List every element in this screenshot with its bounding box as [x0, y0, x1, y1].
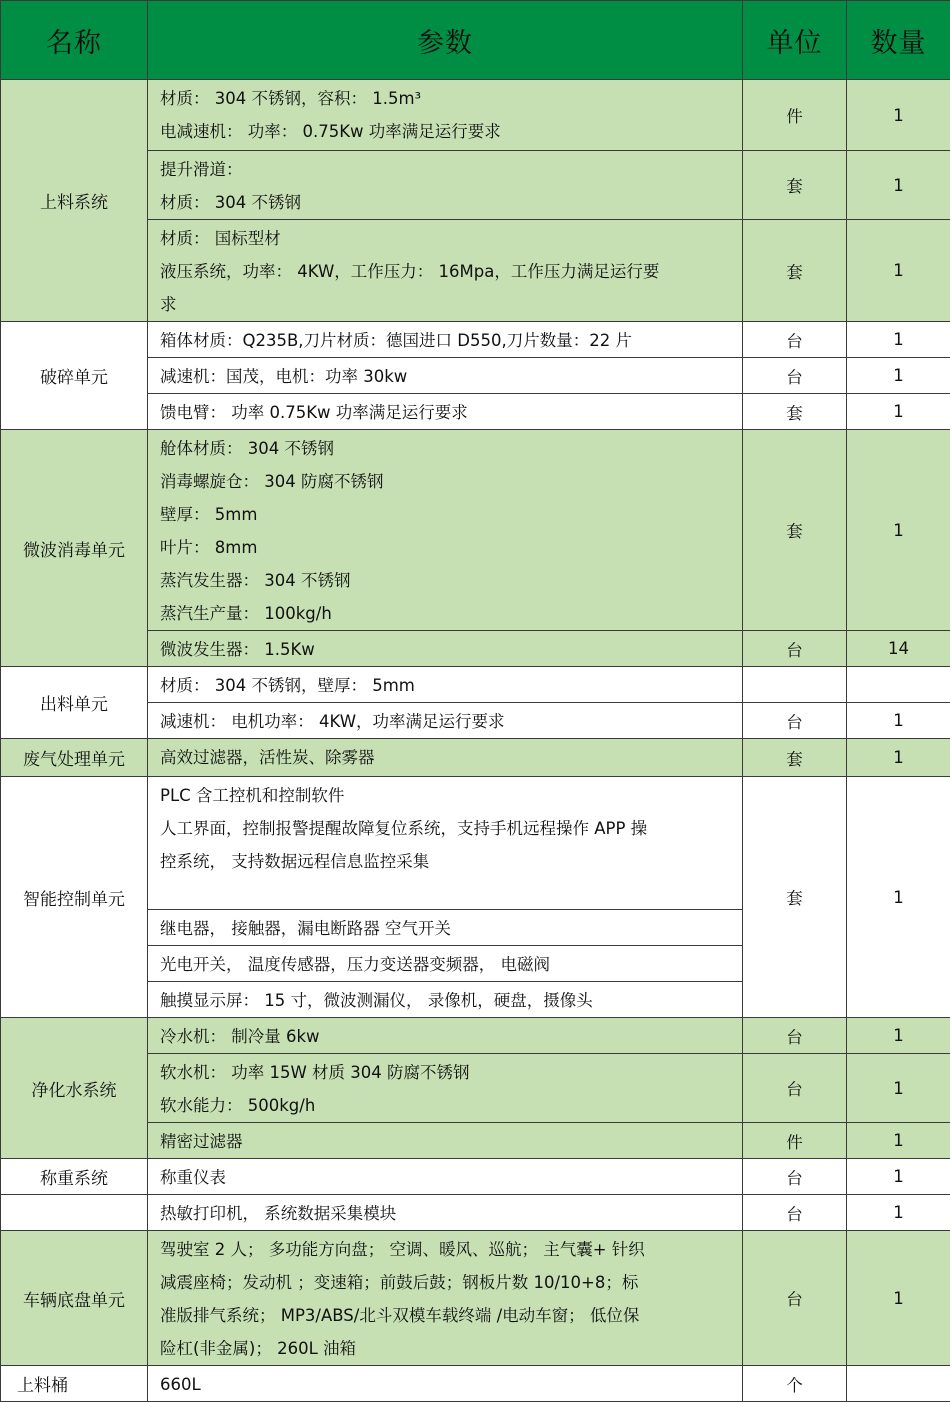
param-line: 舱体材质： 304 不锈钢 [160, 432, 732, 465]
header-unit: 单位 [743, 1, 847, 80]
qty-cell [847, 667, 950, 703]
unit-cell: 台 [743, 1195, 847, 1231]
param-line: 蒸汽生产量： 100kg/h [160, 597, 732, 630]
header-row [1, 1, 950, 80]
unit-cell: 台 [743, 1159, 847, 1195]
qty-cell: 1 [847, 777, 950, 1018]
param-line: 称重仪表 [160, 1161, 732, 1194]
param-cell [148, 946, 743, 982]
param-line: PLC 含工控机和控制软件 [160, 779, 732, 812]
param-line: 减速机：国茂，电机：功率 30kw [160, 360, 732, 393]
param-line: 660L [160, 1368, 732, 1401]
qty-cell: 1 [847, 1231, 950, 1366]
table-row [1, 1159, 950, 1195]
header-params: 参数 [148, 1, 743, 80]
param-line: 精密过滤器 [160, 1125, 732, 1158]
unit-cell: 台 [743, 1018, 847, 1054]
param-line: 箱体材质：Q235B,刀片材质：德国进口 D550,刀片数量：22 片 [160, 324, 732, 357]
param-line: 险杠(非金属)； 260L 油箱 [160, 1332, 732, 1365]
table-row [1, 1195, 950, 1231]
param-cell [148, 80, 743, 151]
qty-cell: 14 [847, 631, 950, 667]
param-line: 控系统， 支持数据远程信息监控采集 [160, 845, 732, 878]
param-line: 软水能力： 500kg/h [160, 1089, 732, 1122]
qty-cell [847, 1366, 950, 1402]
qty-cell: 1 [847, 703, 950, 739]
table-row [1, 322, 950, 358]
qty-cell: 1 [847, 322, 950, 358]
table-row [1, 777, 950, 910]
param-line: 材质： 304 不锈钢，壁厚： 5mm [160, 669, 732, 702]
table-row [1, 430, 950, 631]
param-line: 热敏打印机， 系统数据采集模块 [160, 1197, 732, 1230]
unit-cell: 套 [743, 430, 847, 631]
unit-cell: 套 [743, 220, 847, 322]
param-line: 提升滑道： [160, 153, 732, 186]
unit-cell: 台 [743, 1054, 847, 1123]
qty-cell: 1 [847, 80, 950, 151]
unit-cell: 套 [743, 151, 847, 220]
group-name-chassis: 车辆底盘单元 [1, 1231, 148, 1366]
group-name-empty [1, 1195, 148, 1231]
qty-cell: 1 [847, 430, 950, 631]
param-line: 减速机： 电机功率： 4KW，功率满足运行要求 [160, 705, 732, 738]
header-name: 名称 [1, 1, 148, 80]
param-line: 微波发生器： 1.5Kw [160, 633, 732, 666]
qty-cell: 1 [847, 358, 950, 394]
qty-cell: 1 [847, 1054, 950, 1123]
table-row [1, 1231, 950, 1366]
unit-cell: 个 [743, 1366, 847, 1402]
param-cell [148, 703, 743, 739]
param-cell [148, 1231, 743, 1366]
param-line: 驾驶室 2 人； 多功能方向盘； 空调、暖风、巡航； 主气囊+ 针织 [160, 1233, 732, 1266]
param-line: 准版排气系统； MP3/ABS/北斗双模车载终端 /电动车窗； 低位保 [160, 1299, 732, 1332]
param-line: 材质： 国标型材 [160, 222, 732, 255]
param-line: 触摸显示屏： 15 寸，微波测漏仪， 录像机，硬盘，摄像头 [160, 984, 732, 1017]
param-line: 液压系统，功率： 4KW，工作压力： 16Mpa，工作压力满足运行要 [160, 255, 732, 288]
table-row [1, 80, 950, 151]
unit-cell: 套 [743, 394, 847, 430]
table-row [1, 1018, 950, 1054]
param-cell [148, 910, 743, 946]
group-name-water: 净化水系统 [1, 1018, 148, 1159]
param-line: 高效过滤器，活性炭、除雾器 [160, 741, 732, 774]
group-name-microwave: 微波消毒单元 [1, 430, 148, 667]
param-cell [148, 1195, 743, 1231]
unit-cell: 台 [743, 358, 847, 394]
param-line: 材质： 304 不锈钢，容积： 1.5m³ [160, 82, 732, 115]
param-line: 蒸汽发生器： 304 不锈钢 [160, 564, 732, 597]
qty-cell: 1 [847, 1123, 950, 1159]
unit-cell: 台 [743, 703, 847, 739]
qty-cell: 1 [847, 220, 950, 322]
param-line: 软水机： 功率 15W 材质 304 防腐不锈钢 [160, 1056, 732, 1089]
param-cell [148, 982, 743, 1018]
unit-cell [743, 667, 847, 703]
group-name-crushing: 破碎单元 [1, 322, 148, 430]
param-line: 冷水机： 制冷量 6kw [160, 1020, 732, 1053]
param-line: 减震座椅；发动机 ；变速箱；前鼓后鼓；钢板片数 10/10+8；标 [160, 1266, 732, 1299]
qty-cell: 1 [847, 1195, 950, 1231]
unit-cell: 套 [743, 777, 847, 1018]
param-cell [148, 1054, 743, 1123]
unit-cell: 套 [743, 739, 847, 777]
param-line: 光电开关， 温度传感器，压力变送器变频器， 电磁阀 [160, 948, 732, 981]
param-cell [148, 739, 743, 777]
param-cell [148, 1018, 743, 1054]
param-line: 材质： 304 不锈钢 [160, 186, 732, 219]
unit-cell: 台 [743, 631, 847, 667]
group-name-exhaust: 废气处理单元 [1, 739, 148, 777]
param-cell [148, 220, 743, 322]
param-cell [148, 394, 743, 430]
param-line: 叶片： 8mm [160, 531, 732, 564]
param-line: 求 [160, 288, 732, 321]
param-line: 馈电臂： 功率 0.75Kw 功率满足运行要求 [160, 396, 732, 429]
param-line: 壁厚： 5mm [160, 498, 732, 531]
qty-cell: 1 [847, 394, 950, 430]
param-line: 电减速机： 功率： 0.75Kw 功率满足运行要求 [160, 115, 732, 148]
table-row [1, 1366, 950, 1402]
param-line: 继电器， 接触器，漏电断路器 空气开关 [160, 912, 732, 945]
param-cell [148, 631, 743, 667]
param-cell [148, 1366, 743, 1402]
qty-cell: 1 [847, 1159, 950, 1195]
qty-cell: 1 [847, 739, 950, 777]
param-line: 消毒螺旋仓： 304 防腐不锈钢 [160, 465, 732, 498]
unit-cell: 台 [743, 1231, 847, 1366]
group-name-feeding: 上料系统 [1, 80, 148, 322]
qty-cell: 1 [847, 151, 950, 220]
table-row [1, 739, 950, 777]
table-row [1, 667, 950, 703]
group-name-control: 智能控制单元 [1, 777, 148, 1018]
group-name-weighing: 称重系统 [1, 1159, 148, 1195]
param-line: 人工界面，控制报警提醒故障复位系统，支持手机远程操作 APP 操 [160, 812, 732, 845]
param-cell [148, 151, 743, 220]
param-cell [148, 1159, 743, 1195]
param-cell [148, 777, 743, 910]
header-qty: 数量 [847, 1, 950, 80]
param-cell [148, 430, 743, 631]
unit-cell: 台 [743, 322, 847, 358]
unit-cell: 件 [743, 80, 847, 151]
group-name-discharge: 出料单元 [1, 667, 148, 739]
param-cell [148, 358, 743, 394]
group-name-bucket: 上料桶 [1, 1366, 148, 1402]
qty-cell: 1 [847, 1018, 950, 1054]
unit-cell: 件 [743, 1123, 847, 1159]
param-cell [148, 322, 743, 358]
param-cell [148, 667, 743, 703]
param-cell [148, 1123, 743, 1159]
